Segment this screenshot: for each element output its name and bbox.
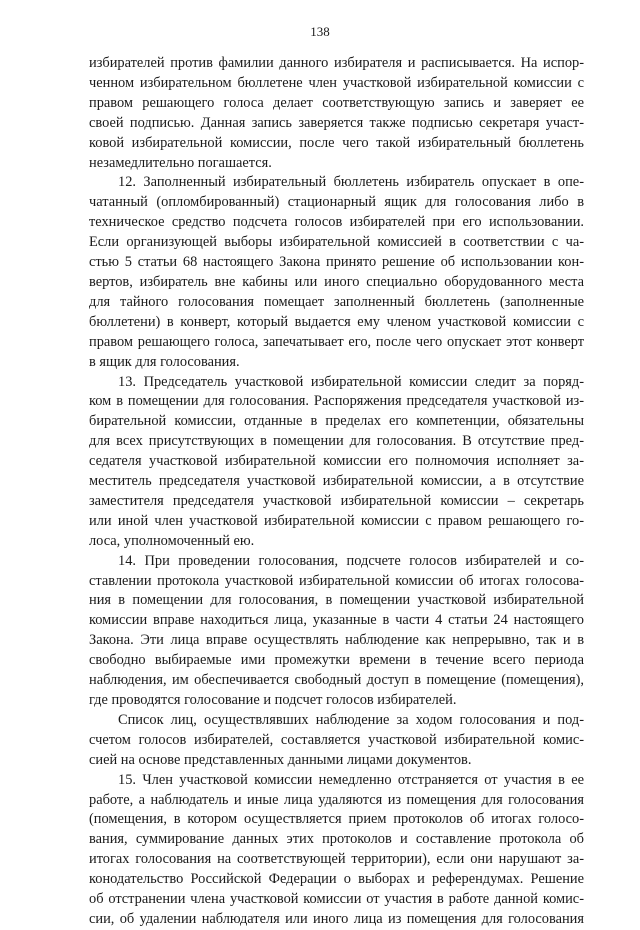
text-line: итогах голосования на соответствующей территории), если они нарушают за- <box>89 851 584 868</box>
text-line: для тайного голосования помещает заполненный бюллетень (заполненные <box>89 293 584 310</box>
paragraph <box>89 711 584 771</box>
text-line: 14. При проведении голосования, подсчете голосов избирателей и со- <box>118 552 584 569</box>
text-line: Закона. Эти лица вправе осуществлять наблюдение как непрерывно, так и в <box>89 632 584 649</box>
text-line: вания, суммирование данных этих протоколов и составление протокола об <box>89 831 584 848</box>
text-line: седателя участковой избирательной комиссии его полномочия исполняет за- <box>89 453 584 470</box>
text-line: незамедлительно погашается. <box>89 154 272 171</box>
text-line: об отстранении члена участковой комиссии от участия в работе данной комис- <box>89 891 584 908</box>
text-line: вертов, избиратель вне кабины или иного специально оборудованного места <box>89 273 584 290</box>
text-line: 13. Председатель участковой избирательной комиссии следит за поряд- <box>118 373 584 390</box>
text-line: конодательство Российской Федерации о выборах и референдумах. Решение <box>89 871 584 888</box>
text-line: или иной член участковой избирательной комиссии с правом решающего го- <box>89 512 584 529</box>
text-line: сией на основе представленных данными лицами документов. <box>89 751 472 768</box>
text-line: стью 5 статьи 68 настоящего Закона принято решение об использовании кон- <box>89 254 584 271</box>
document-body <box>89 54 584 930</box>
text-line: своей подписью. Данная запись заверяется также подписью секретаря участ- <box>89 114 584 131</box>
text-line: 12. Заполненный избирательный бюллетень избиратель опускает в опе- <box>118 174 584 191</box>
text-line: избирателей против фамилии данного избирателя и расписывается. На испор- <box>89 55 584 71</box>
paragraph <box>89 54 584 173</box>
text-line: счетом голосов избирателей, составляется участковой избирательной комис- <box>89 731 584 748</box>
text-line: правом решающего голоса делает соответствующую запись и заверяет ее <box>89 94 584 111</box>
text-line: бюллетени) в конверт, который выдается ему членом участковой комиссии с <box>89 313 584 330</box>
text-line: ком в помещении для голосования. Распоряжения председателя участковой из- <box>89 393 584 410</box>
text-line: комиссии вправе находиться лица, указанные в части 4 статьи 24 настоящего <box>89 612 584 629</box>
text-line: чатанный (опломбированный) стационарный ящик для голосования либо в <box>89 194 584 211</box>
text-line: сии, об удалении наблюдателя или иного лица из помещения для голосования <box>89 910 584 927</box>
text-line: правом решающего голоса, запечатывает его, после чего опускает этот конверт <box>89 333 584 350</box>
text-line: лоса, уполномоченный ею. <box>89 532 255 549</box>
text-line: свободно выбираемые ими промежутки времени в течение всего периода <box>89 652 584 669</box>
page-number: 138 <box>310 24 330 39</box>
text-line: Список лиц, осуществлявших наблюдение за ходом голосования и под- <box>118 711 584 728</box>
text-line: наблюдения, им обеспечивается свободный доступ в помещение (помещения), <box>89 672 584 689</box>
text-line: техническое средство подсчета голосов избирателей при его использовании. <box>89 214 584 231</box>
paragraph <box>89 552 584 711</box>
paragraph <box>89 771 584 930</box>
text-line: заместителя председателя участковой избирательной комиссии – секретарь <box>89 492 584 509</box>
text-line: бирательной комиссии, отданные в пределах его компетенции, обязательны <box>89 413 584 430</box>
text-line: ставлении протокола участковой избирательной комиссии об итогах голосова- <box>89 572 584 589</box>
text-line: 15. Член участковой комиссии немедленно отстраняется от участия в ее <box>118 771 584 788</box>
text-line: в ящик для голосования. <box>89 353 240 370</box>
text-line: (помещения, в котором осуществляется прием протоколов об итогах голосо- <box>89 811 584 828</box>
text-line: меститель председателя участковой избирательной комиссии, а в отсутствие <box>89 473 584 490</box>
text-line: для всех присутствующих в помещении для голосования. В отсутствие пред- <box>89 433 584 450</box>
text-line: где проводятся голосование и подсчет голосов избирателей. <box>89 692 457 708</box>
text-line: ния в помещении для голосования, в помещении участковой избирательной <box>89 592 584 609</box>
paragraph <box>89 373 584 552</box>
text-line: Если организующей выборы избирательной комиссией в соответствии с ча- <box>89 234 584 251</box>
paragraph <box>89 173 584 372</box>
text-line: ченном избирательном бюллетене член участковой избирательной комиссии с <box>89 74 584 91</box>
text-line: работе, а наблюдатель и иные лица удаляются из помещения для голосования <box>89 791 584 808</box>
text-line: ковой избирательной комиссии, после чего такой избирательный бюллетень <box>89 134 584 151</box>
